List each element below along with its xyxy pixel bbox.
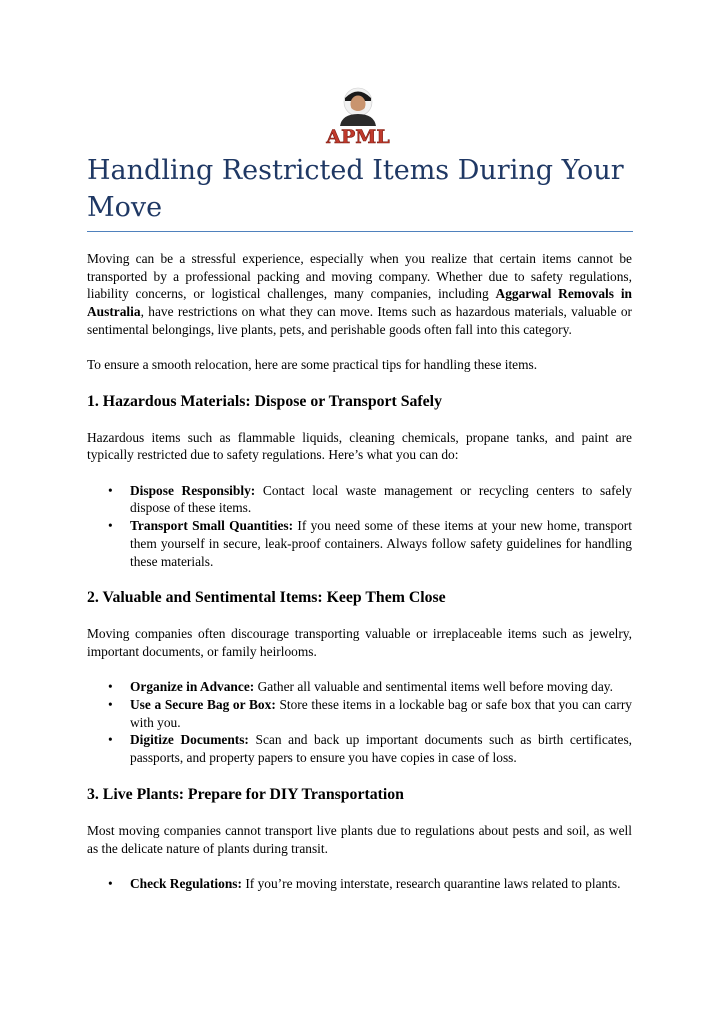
list-item-text: Gather all valuable and sentimental items well before moving day.	[254, 679, 613, 695]
list-item	[87, 517, 632, 570]
list-item	[87, 696, 632, 731]
list-item	[87, 482, 632, 517]
company-name: Aggarwal Removals in Australia	[87, 286, 632, 320]
page-title: Handling Restricted Items During Your Move	[87, 155, 624, 223]
list-item	[87, 731, 632, 766]
section-heading: 2. Valuable and Sentimental Items: Keep Them Close	[87, 589, 446, 607]
bullet-list	[87, 678, 632, 767]
bullet-icon: •	[108, 518, 113, 534]
list-item-label: Organize in Advance:	[130, 679, 255, 695]
list-item	[87, 875, 632, 893]
list-item-text: If you’re moving interstate, research quarantine laws related to plants.	[241, 875, 621, 891]
bullet-list	[87, 482, 632, 571]
section-paragraph: Most moving companies cannot transport live plants due to regulations about pests and soil, as well as the delicate nature of plants during transit.	[87, 822, 632, 856]
svg-text:APML: APML	[326, 126, 390, 148]
bullet-icon: •	[108, 679, 113, 695]
intro-paragraph	[87, 250, 632, 339]
sections	[87, 392, 632, 893]
bullet-icon: •	[108, 482, 113, 498]
bullet-icon: •	[108, 697, 113, 712]
list-item-text: If you need some of these items at your new home, transport them yourself in secure, leak-proof containers. Always follow safety guidelines for handling these materials.	[130, 518, 632, 569]
list-item-text: Contact local waste management or recycling centers to safely dispose of these items.	[130, 482, 632, 516]
document-body	[87, 250, 632, 911]
list-item-label: Digitize Documents:	[130, 732, 249, 748]
apml-logo	[318, 86, 398, 148]
title-divider	[87, 231, 633, 232]
list-item-label: Use a Secure Bag or Box:	[130, 697, 276, 712]
bullet-icon: •	[108, 732, 113, 748]
intro-paragraph-2: To ensure a smooth relocation, here are some practical tips for handling these items.	[87, 357, 538, 373]
list-item-text: Scan and back up important documents such as birth certificates, passports, and property papers to ensure you have copies in case of loss.	[130, 732, 633, 766]
intro-text-1: Moving can be a stressful experience, especially when you realize that certain items cannot be transported by a professional packing and moving company. Whether due to safety regulations, liability concerns, or logistical challenges, many companies, including	[87, 251, 632, 302]
bullet-list	[87, 875, 632, 893]
list-item-label: Dispose Responsibly:	[130, 482, 256, 498]
bullet-icon: •	[108, 875, 113, 891]
list-item	[87, 678, 632, 696]
list-item-label: Check Regulations:	[130, 875, 242, 891]
list-item-label: Transport Small Quantities:	[130, 518, 294, 534]
section-heading: 1. Hazardous Materials: Dispose or Transport Safely	[87, 392, 442, 410]
intro-text-2: , have restrictions on what they can move. Items such as hazardous materials, valuable or sentimental belongings, live plants, pets, and perishable goods often fall into this category.	[87, 304, 632, 337]
section-paragraph: Hazardous items such as flammable liquids, cleaning chemicals, propane tanks, and paint are typically restricted due to safety regulations. Here’s what you can do:	[87, 429, 632, 463]
list-item-text: Store these items in a lockable bag or safe box that you can carry with you.	[130, 697, 632, 730]
section-paragraph: Moving companies often discourage transporting valuable or irreplaceable items such as jewelry, important documents, or family heirlooms.	[87, 626, 632, 659]
section-heading: 3. Live Plants: Prepare for DIY Transportation	[87, 785, 404, 803]
